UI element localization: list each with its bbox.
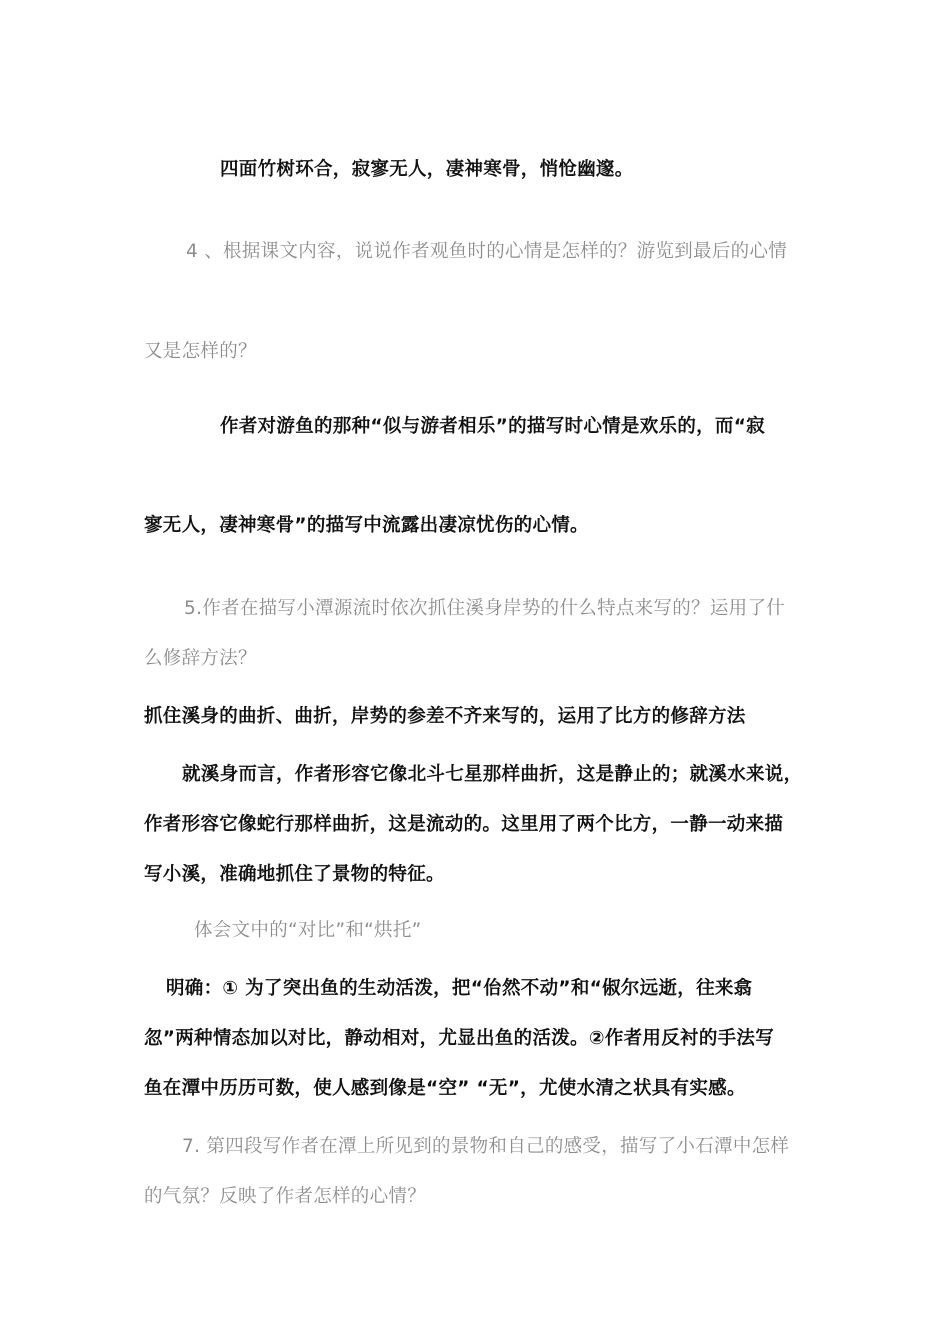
answer-5-line-1: 抓住溪身的曲折、曲折，岸势的参差不齐来写的，运用了比方的修辞方法	[144, 705, 746, 727]
answer-5-line-2: 就溪身而言，作者形容它像北斗七星那样曲折，这是静止的；就溪水来说，	[182, 763, 803, 785]
question-7-line-1: 7. 第四段写作者在潭上所见到的景物和自己的感受，描写了小石潭中怎样	[182, 1135, 790, 1157]
answer-4-line-1: 作者对游鱼的那种“似与游者相乐”的描写时心情是欢乐的，而“寂	[220, 415, 765, 437]
question-6: 体会文中的“对比”和“烘托”	[194, 919, 422, 941]
question-7-line-2: 的气氛？反映了作者怎样的心情？	[144, 1185, 427, 1207]
answer-6-line-3: 鱼在潭中历历可数，使人感到像是“空” “无”，尤使水清之状具有实感。	[144, 1077, 746, 1099]
answer-5-line-4: 写小溪，准确地抓住了景物的特征。	[144, 863, 445, 885]
answer-5-line-3: 作者形容它像蛇行那样曲折，这是流动的。这里用了两个比方，一静一动来描	[144, 813, 784, 835]
answer-6-line-1: 明确：① 为了突出鱼的生动活泼，把“佁然不动”和“俶尔远逝，往来翕	[166, 977, 753, 999]
question-4-line-2: 又是怎样的？	[144, 340, 257, 362]
answer-line-bamboo-scene: 四面竹树环合，寂寥无人，凄神寒骨，悄怆幽邃。	[220, 158, 634, 180]
answer-4-line-2: 寥无人，凄神寒骨”的描写中流露出凄凉忧伤的心情。	[144, 514, 589, 536]
question-5-line-2: 么修辞方法？	[144, 647, 257, 669]
question-4-line-1: 4 、根据课文内容，说说作者观鱼时的心情是怎样的？游览到最后的心情	[186, 240, 788, 262]
answer-6-line-2: 忽”两种情态加以对比，静动相对，尤显出鱼的活泼。②作者用反衬的手法写	[144, 1027, 775, 1049]
question-5-line-1: 5.作者在描写小潭源流时依次抓住溪身岸势的什么特点来写的？运用了什	[184, 597, 786, 619]
